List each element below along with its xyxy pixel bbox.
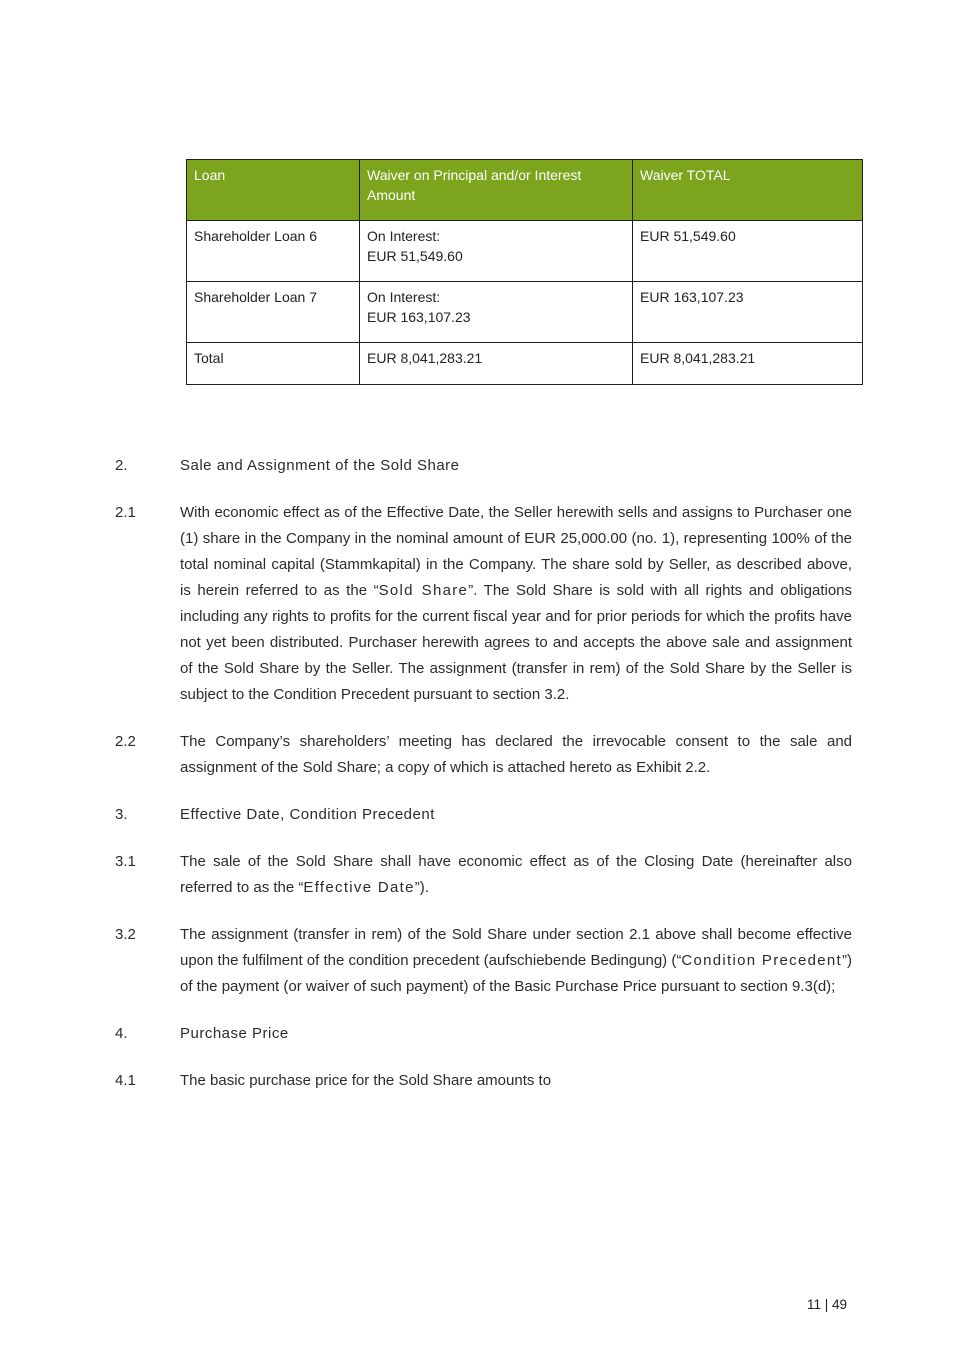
defined-term: Condition Precedent bbox=[681, 952, 843, 969]
document-body bbox=[115, 453, 852, 1115]
section-number: 2.1 bbox=[115, 504, 136, 521]
paragraph-segment: ”). bbox=[414, 879, 429, 896]
waiver-total-cell: EUR 8,041,283.21 bbox=[633, 343, 863, 385]
section-heading-text: Sale and Assignment of the Sold Share bbox=[180, 457, 460, 474]
section-paragraph-3-2 bbox=[115, 922, 852, 1000]
section-paragraph-4-1 bbox=[115, 1068, 852, 1094]
loan-name-cell: Total bbox=[187, 343, 360, 385]
section-paragraph-3-1 bbox=[115, 849, 852, 901]
section-heading-3 bbox=[115, 802, 852, 828]
section-heading-4 bbox=[115, 1021, 852, 1047]
section-number: 3.2 bbox=[115, 926, 136, 943]
paragraph-text bbox=[180, 500, 852, 708]
waiver-table bbox=[186, 159, 863, 385]
section-paragraph-2-2 bbox=[115, 729, 852, 781]
table-row-total bbox=[187, 343, 863, 385]
section-number: 3.1 bbox=[115, 853, 136, 870]
section-number: 2.2 bbox=[115, 733, 136, 750]
column-header-waiver-amount: Waiver on Principal and/or Interest Amount bbox=[360, 160, 633, 221]
waiver-table-header-row bbox=[187, 160, 863, 221]
waiver-amount-cell bbox=[360, 282, 633, 343]
table-row bbox=[187, 221, 863, 282]
waiver-amount-line: EUR 51,549.60 bbox=[367, 248, 463, 264]
waiver-amount-line: On Interest: bbox=[367, 289, 441, 305]
paragraph-text bbox=[180, 922, 852, 1000]
section-number: 4.1 bbox=[115, 1072, 136, 1089]
paragraph-segment: ”. The Sold Share is sold with all rights and obligations including any rights to profits for the current fiscal year and for prior periods for which the profits have not yet been distributed. Purchaser herewith agrees to and accepts the above sale and assignment of the Sold Share by the Seller. The assignment (transfer in rem) of the Sold Share by the Seller is subject to the Condition Precedent pursuant to section 3.2. bbox=[180, 582, 853, 703]
waiver-total-cell: EUR 163,107.23 bbox=[633, 282, 863, 343]
section-paragraph-2-1 bbox=[115, 500, 852, 708]
waiver-amount-cell: EUR 8,041,283.21 bbox=[360, 343, 633, 385]
section-heading-text: Purchase Price bbox=[180, 1025, 289, 1042]
section-number: 2. bbox=[115, 457, 128, 474]
table-row bbox=[187, 282, 863, 343]
section-heading-text: Effective Date, Condition Precedent bbox=[180, 806, 435, 823]
paragraph-text: The basic purchase price for the Sold Share amounts to bbox=[180, 1072, 552, 1089]
waiver-total-cell: EUR 51,549.60 bbox=[633, 221, 863, 282]
page-number: 11 | 49 bbox=[806, 1297, 847, 1312]
section-number: 3. bbox=[115, 806, 128, 823]
column-header-loan: Loan bbox=[187, 160, 360, 221]
waiver-amount-line: EUR 163,107.23 bbox=[367, 309, 471, 325]
paragraph-segment: ”) of the payment (or waiver of such payment) of the Basic Purchase Price pursuant to section 9.3(d); bbox=[180, 952, 853, 995]
waiver-amount-line: On Interest: bbox=[367, 228, 441, 244]
paragraph-text bbox=[180, 849, 852, 901]
waiver-amount-cell bbox=[360, 221, 633, 282]
section-number: 4. bbox=[115, 1025, 128, 1042]
paragraph-text: The Company’s shareholders’ meeting has declared the irrevocable consent to the sale and assignment of the Sold Share; a copy of which is attached hereto as Exhibit 2.2. bbox=[180, 733, 852, 776]
paragraph-segment: With economic effect as of the Effective Date, the Seller herewith sells and assigns to Purchaser one (1) share in the Company in the nominal amount of EUR 25,000.00 (no. 1), representing 100% of the total nominal capital (Stammkapital) in the Company. The share sold by Seller, as described above, is herein referred to as the “ bbox=[180, 504, 852, 599]
loan-name-cell: Shareholder Loan 6 bbox=[187, 221, 360, 282]
defined-term: Sold Share bbox=[378, 582, 469, 599]
paragraph-segment: The sale of the Sold Share shall have economic effect as of the Closing Date (hereinafter also referred to as the “ bbox=[180, 853, 852, 896]
defined-term: Effective Date bbox=[303, 879, 415, 896]
loan-name-cell: Shareholder Loan 7 bbox=[187, 282, 360, 343]
column-header-waiver-total: Waiver TOTAL bbox=[633, 160, 863, 221]
paragraph-segment: The assignment (transfer in rem) of the Sold Share under section 2.1 above shall become effective upon the fulfilment of the condition precedent (aufschiebende Bedingung) (“ bbox=[180, 926, 852, 969]
section-heading-2 bbox=[115, 453, 852, 479]
